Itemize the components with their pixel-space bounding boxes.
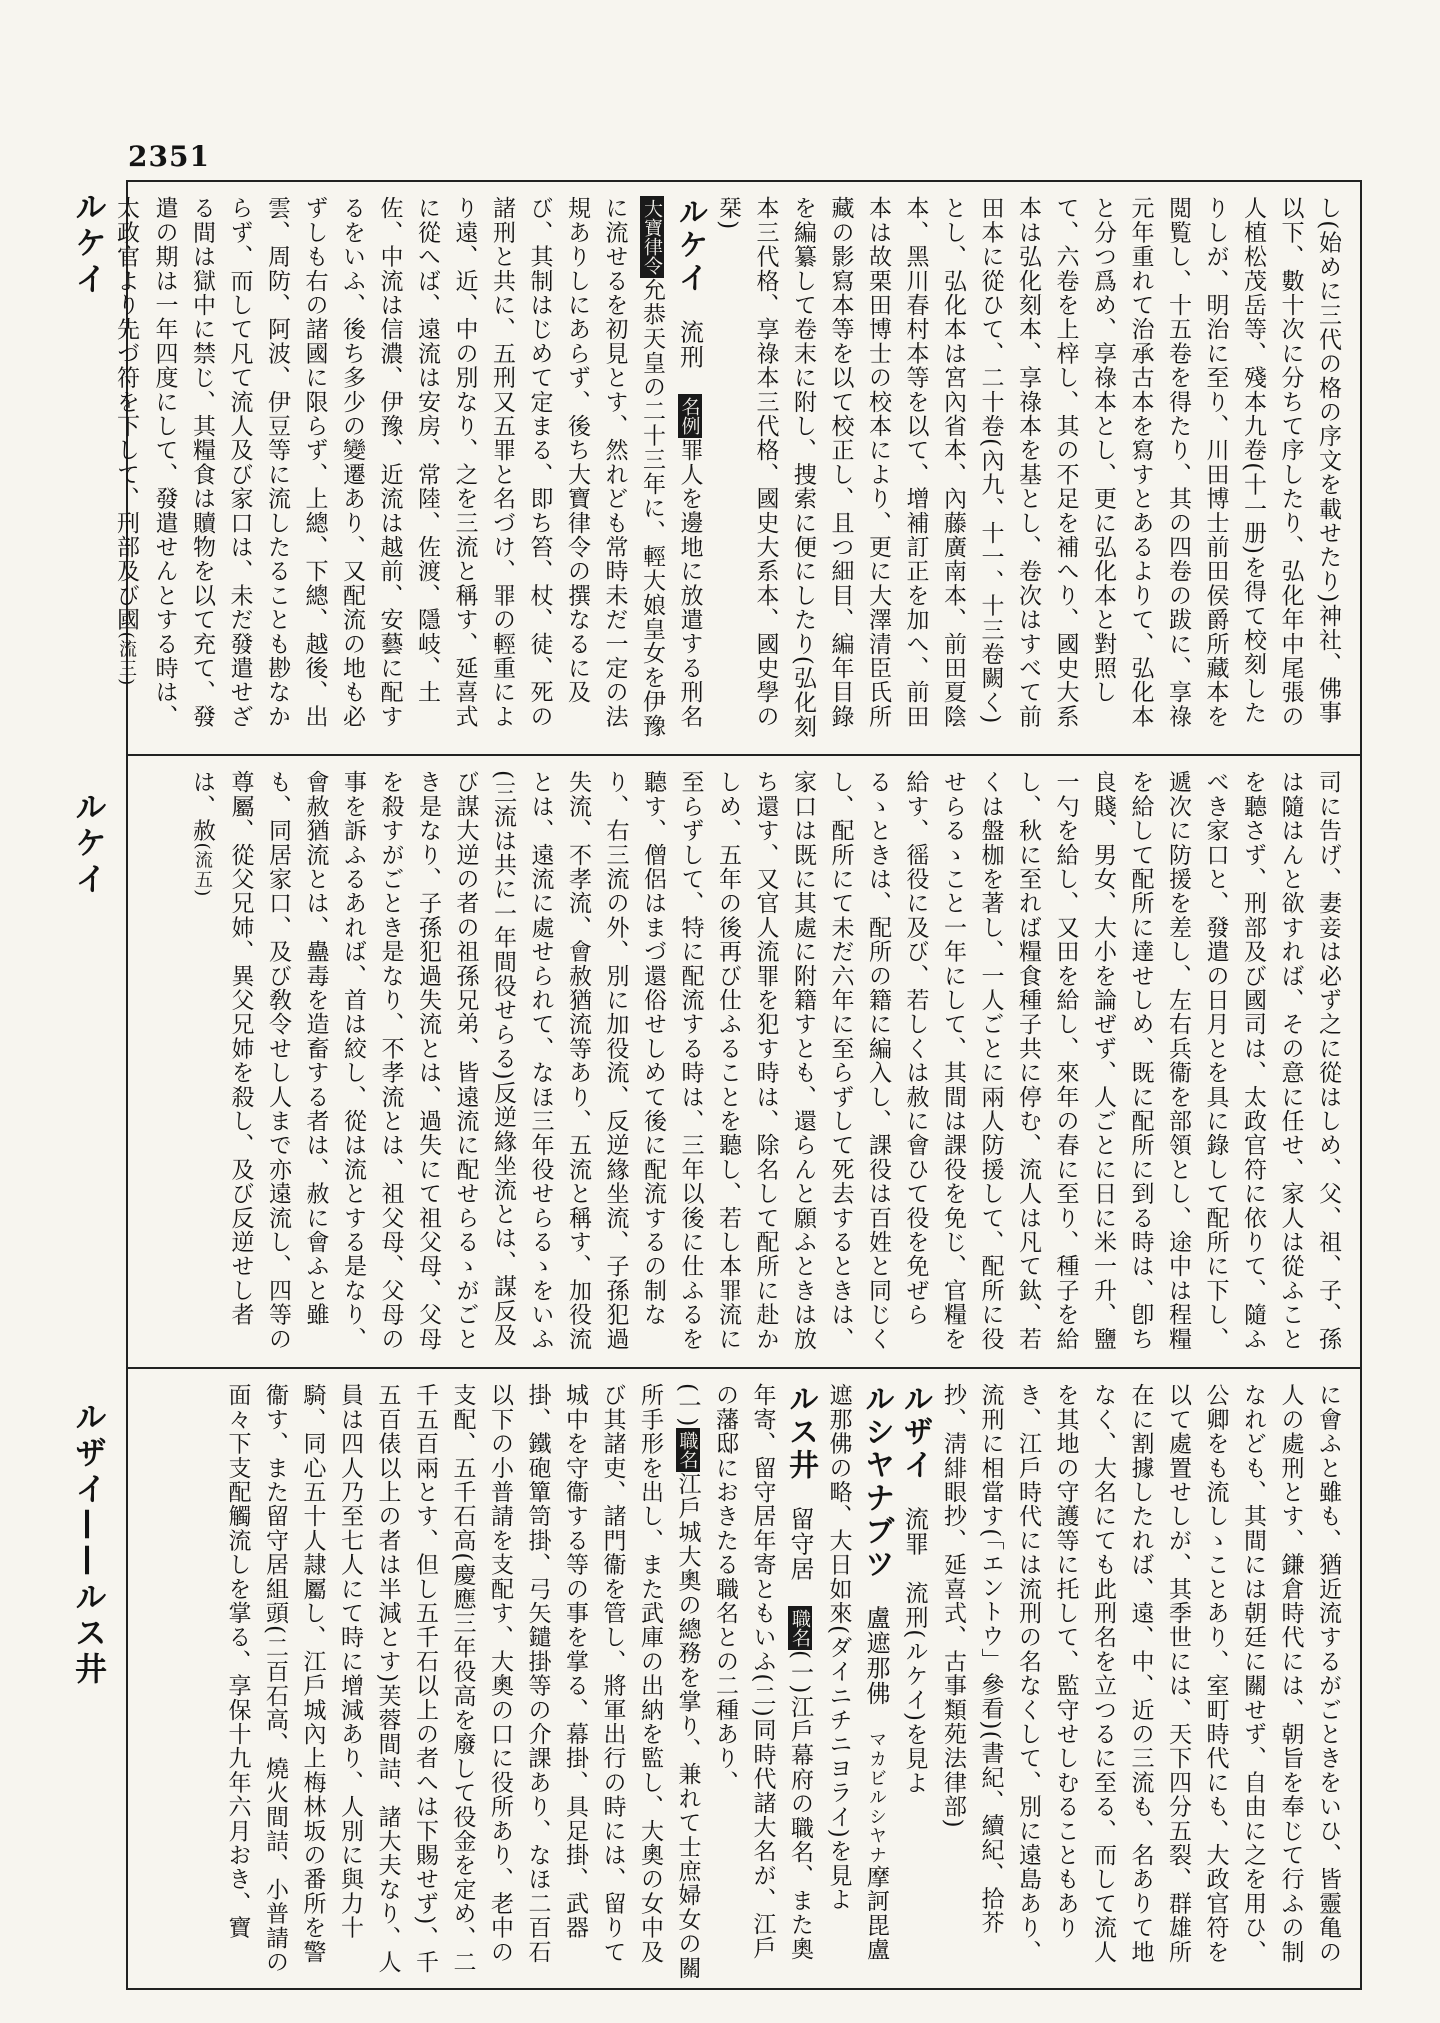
- page-number: 2351: [128, 140, 210, 173]
- margin-note-middle: (流五): [192, 842, 213, 898]
- tier-bottom: [128, 1369, 1360, 1990]
- headword-rushanabutsu-term: 盧遮那佛: [862, 1605, 890, 1707]
- margin-note-top: (流三): [116, 631, 137, 687]
- category-tag: 名例: [678, 394, 702, 438]
- tier-middle: [128, 756, 1360, 1367]
- ruzai-text: 流刑(ルケイ)を見よ: [901, 1580, 928, 1795]
- category-tag-rusui: 職名: [788, 1606, 812, 1650]
- rushanabutsu-text: 摩訶毘盧遮那佛の略、大日如來(ダイニチニヨライ)を見よ: [825, 1383, 889, 1962]
- bottom-paragraph: に會ふと雖も、猶近流するがごときをいひ、皆靈亀の人の處刑とす、鎌倉時代には、朝旨を奉じて行ふの制なれども、其間には朝廷に關せず、自由に之を用ひ、公卿をも流しゝことあり、室町時代にも、大政官符を以て處置せしが、其季世には、天下四分五裂、群雄所在に割據したれば、遠、中、近の三流も、名ありて地なく、大名にても此刑名を立つるに至る、而して流人を其地の守護等に托して、監守せしむることもありき、江戶時代には流刑の名なくして、別に遠島あり、流刑に相當す(「エントウ」參看)(書紀、續紀、拾芥抄、淸緋眼抄、延喜式、古事類苑法律部): [940, 1383, 1341, 1964]
- tier-bottom-text: [142, 1383, 1346, 1980]
- rusui-sub-number: (一): [674, 1383, 701, 1428]
- headword-rukei: ルケイ: [672, 196, 708, 295]
- rusui-text-a: (一)江戶幕府の職名、また奧年寄、留守居年寄ともいふ(二)同時代諸大名が、江戶の藩邸におきたる職名との二種あり、: [712, 1383, 813, 1961]
- source-tag: 大寶律令: [640, 196, 664, 278]
- side-label-bottom: ルザイ——ルス井: [70, 1400, 108, 1688]
- tier-top: [113, 182, 1360, 754]
- rusui-text-b: 江戶城大奧の總務を掌り、兼れて士庶婦女の關所手形を出し、また武庫の出納を監し、大奧の女中及び其諸吏、諸門衞を管し、將軍出行の時には、留りて城中を守衞する等の事を掌る、幕掛、具足掛、武器掛、鐵砲簞笥掛、弓矢鑓掛等の介課あり、なほ二百石以下の小普請を支配す、大奧の口に役所あり、老中の支配、五千石高(慶應三年役高を廢して役金を定め、二千五百兩とす、但し五千石以上の者へは下賜せず)、千五百俵以上の者は半減とす)芙蓉間詰、諸大夫なり、人員は四人乃至七人にて時に增減あり、人別に與力十騎、同心五十人隷屬し、江戶城內上梅林坂の番所を警衞す、また留守居組頭(二百石高、燒火間詰、小普請の面々下支配觸流しを掌る、享保十九年六月おき、寶: [224, 1383, 701, 1980]
- middle-paragraph: 司に告げ、妻妾は必ず之に從はしめ、父、祖、子、孫は隨はんと欲すれば、その意に任せ、家人は從ふことを聽さず、刑部及び國司は、太政官符に依りて、隨ふべき家口と、發遣の日月とを具に錄して配所に下し、遞次に防援を差し、左右兵衞を部領とし、途中は程糧を給して配所に達せしめ、既に配所に到る時は、卽ち良賤、男女、大小を論ぜず、人ごとに日に米一升、鹽一勺を給し、又田を給し、來年の春に至り、種子を給し、秋に至れば糧食種子共に停む、流人は凡て鈦、若くは盤枷を著し、一人ごとに兩人防援して、配所に役せらるゝこと一年にして、其間は課役を免じ、官糧を給す、徭役に及び、若しくは赦に會ひて役を免ぜらるゝときは、配所の籍に編入し、課役は百姓と同じくし、配所にて未だ六年に至らずして死去するときは、家口は既に其處に附籍すとも、還らんと願ふときは放ち還す、又官人流罪を犯す時は、除名して配所に赴かしめ、五年の後再び仕ふることを聽し、若し本罪流に至らずして、特に配流する時は、三年以後に仕ふるを聽す、僧侶はまづ還俗せしめて後に配流するの制なり、右三流の外、別に加役流、反逆緣坐流、子孫犯過失流、不孝流、會赦猶流等あり、五流と稱す、加役流とは、遠流に處せられて、なほ三年役せらるゝをいふ(三流は共に一年間役せらる)反逆緣坐流とは、謀反及び謀大逆の者の祖孫兄弟、皆遠流に配せらるゝがごとき是なり、子孫犯過失流とは、過失にて祖父母、父母を殺すがごとき是なり、不孝流とは、祖父母、父母の事を訴ふるあれば、首は絞し、從は流とする是なり、會赦猶流とは、蠱毒を造畜する者は、赦に會ふと雖も、同居家口、及び敎令せし人まで亦遠流し、四等の尊屬、從父兄姉、異父兄姉を殺し、及び反逆せし者は、赦: [189, 770, 1341, 1351]
- top-paragraph: し(始めに三代の格の序文を載せたり)神社、佛事以下、數十次に分ちて序したり、弘化年中尾張の人植松茂岳等、殘本九卷(十一册)を得て校刻したりしが、明治に至り、川田博士前田侯爵所藏本を閲覧し、十五卷を得たり、其の四卷の跋に、享祿元年重れて治承古本を寫すとあるよりて、弘化本と分つ爲め、享祿本とし、更に弘化本と對照して、六卷を上梓し、其の不足を補へり、國史大系本は弘化刻本、享祿本を基とし、卷次はすべて前田本に從ひて、二十卷(內九、十一、十三卷闕く)とし、弘化本は宮內省本、內藤廣南本、前田夏陰本、黑川春村本等を以て、增補訂正を加へ、前田本は故栗田博士の校本により、更に大澤清臣氏所藏の影寫本等を以て校正し、且つ細目、編年目錄を編纂して卷末に附し、捜索に便にしたり(弘化刻本三代格、享祿本三代格、國史大系本、國史學の栞): [715, 196, 1341, 739]
- rukei-text-b: 允恭天皇の二十三年に、輕大娘皇女を伊豫に流せるを初見とす、然れども常時未だ一定の法規ありしにあらず、後ち大寶律令の撰なるに及び、其制はじめて定まる、即ち笞、杖、徒、死の諸刑と共に、五刑又五罪と名づけ、罪の輕重により遠、近、中の別なり、之を三流と稱す、延喜式に從へば、遠流は安房、常陸、佐渡、隱岐、土佐、中流は信濃、伊豫、近流は越前、安藝に配するをいふ、後ち多少の變遷あり、又配流の地も必ずしも右の諸國に限らず、上總、下總、越後、出雲、周防、阿波、伊豆等に流したることも尠なからず、而して凡て流人及び家口は、未だ發遣せざる間は獄中に禁じ、其糧食は贖物を以て充て、發遣の期は一年四度にして、發遣せんとする時は、太政官より先づ符を下して、刑部及び國: [113, 196, 665, 738]
- page-frame: [113, 180, 1362, 1990]
- headword-rusui: ルス井: [783, 1383, 818, 1482]
- tier-top-text: [113, 196, 1346, 744]
- tier-middle-text: [142, 770, 1346, 1357]
- side-label-top: ルケイ: [70, 190, 108, 298]
- headword-rushanabutsu: ルシヤナブツ: [859, 1383, 894, 1581]
- category-tag-rusui-sub: 職名: [676, 1428, 700, 1472]
- headword-ruzai: ルザイ: [897, 1383, 933, 1482]
- headword-rusui-term: 留守居: [786, 1506, 814, 1582]
- headword-ruzai-term: 流罪: [900, 1506, 929, 1557]
- rushanabutsu-ruby: マカビルシヤナ: [866, 1730, 887, 1865]
- headword-rukei-term: 流刑: [675, 319, 704, 370]
- side-label-middle: ルケイ: [70, 790, 108, 898]
- rukei-text-a: 罪人を邊地に放遣する刑名: [676, 437, 703, 729]
